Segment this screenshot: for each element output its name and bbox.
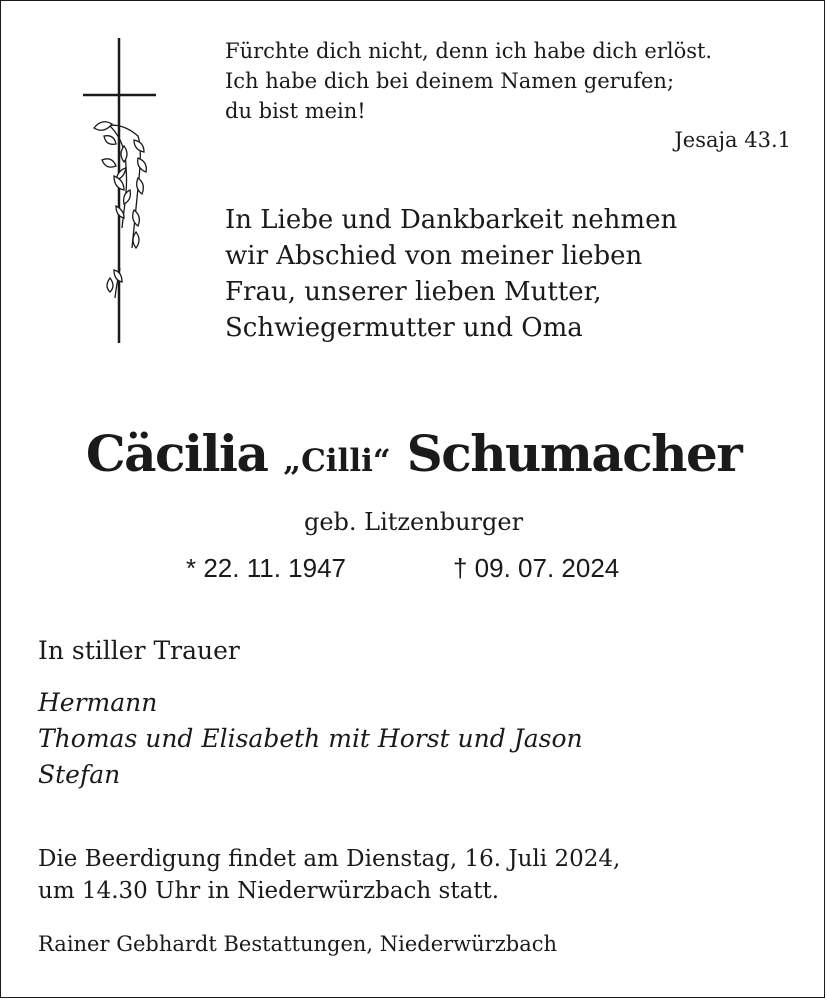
last-name: Schumacher — [406, 424, 742, 483]
verse-reference: Jesaja 43.1 — [674, 128, 791, 152]
funeral-line: Die Beerdigung findet am Dienstag, 16. Juli 2024, — [38, 846, 621, 872]
funeral-info — [38, 843, 620, 907]
intro-line: In Liebe und Dankbarkeit nehmen — [225, 205, 678, 235]
birth-date: * 22. 11. 1947 — [186, 553, 346, 583]
maiden-name: geb. Litzenburger — [303, 508, 524, 536]
verse-line: Fürchte dich nicht, denn ich habe dich erlöst. — [225, 39, 713, 63]
deceased-name — [0, 424, 827, 483]
death-date: † 09. 07. 2024 — [453, 553, 620, 583]
bible-verse — [225, 36, 795, 126]
verse-line: du bist mein! — [225, 99, 366, 123]
family-member: Stefan — [38, 760, 121, 789]
funeral-line: um 14.30 Uhr in Niederwürzbach statt. — [38, 878, 500, 904]
family-member: Hermann — [38, 688, 158, 717]
intro-line: Schwiegermutter und Oma — [225, 313, 583, 343]
nickname: „Cilli“ — [283, 443, 391, 479]
undertaker: Rainer Gebhardt Bestattungen, Niederwürzbach — [38, 932, 558, 956]
intro-line: Frau, unserer lieben Mutter, — [225, 277, 602, 307]
family-list — [38, 685, 583, 793]
first-name: Cäcilia — [85, 424, 268, 483]
cross-with-ivy-icon — [80, 38, 160, 348]
family-member: Thomas und Elisabeth mit Horst und Jason — [38, 724, 583, 753]
intro-text — [225, 202, 805, 346]
mourning-heading: In stiller Trauer — [38, 636, 240, 665]
verse-line: Ich habe dich bei deinem Namen gerufen; — [225, 69, 675, 93]
intro-line: wir Abschied von meiner lieben — [225, 241, 643, 271]
